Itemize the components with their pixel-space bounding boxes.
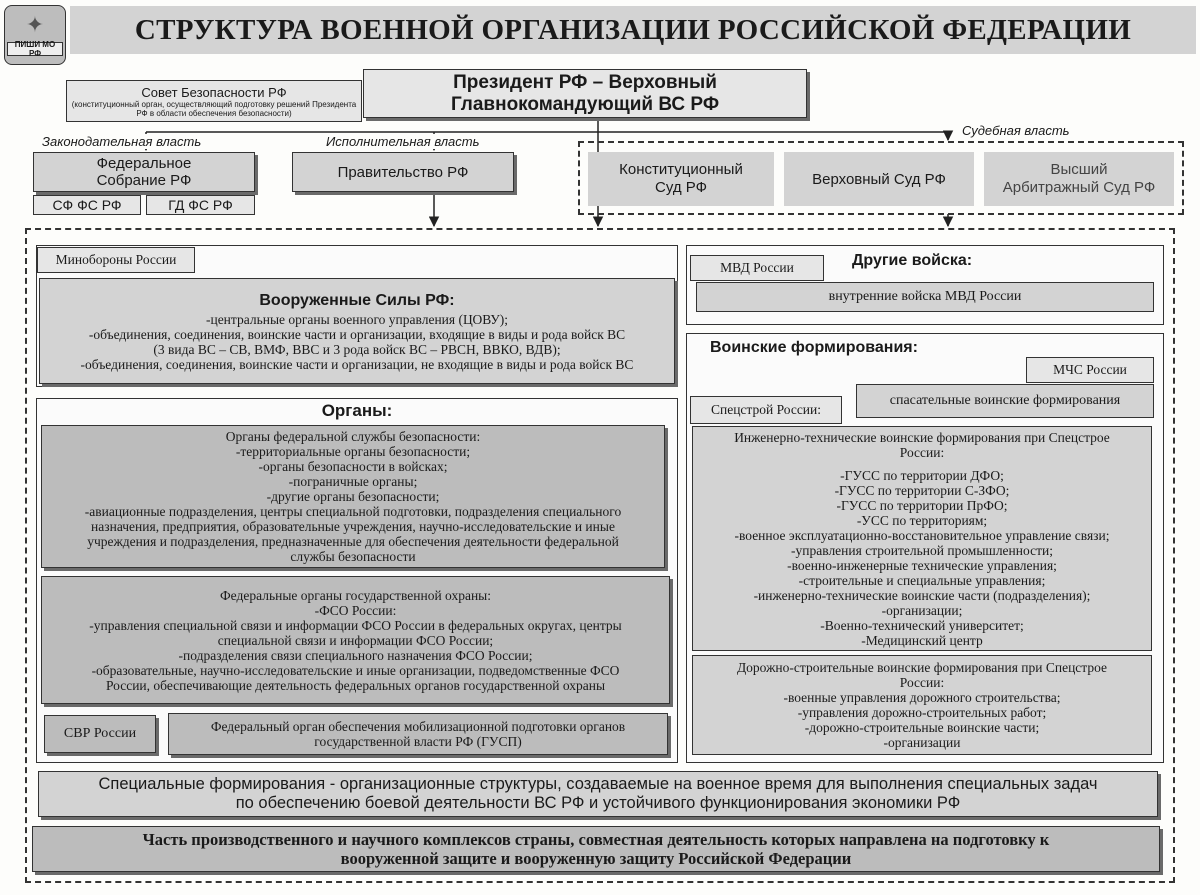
- armed-forces-line: (3 вида ВС – СВ, ВМФ, ВВС и 3 рода войск ВС – РВСН, ВВКО, ВДВ);: [153, 342, 561, 357]
- military-formations-title: Воинские формирования:: [710, 339, 918, 356]
- gusp-line1: Федеральный орган обеспечения мобилизационной подготовки органов: [210, 719, 626, 734]
- road-line: Дорожно-строительные воинские формирования при Спецстрое: [736, 660, 1108, 675]
- mchs-content: спасательные воинские формирования: [856, 384, 1154, 418]
- security-council-note: (конституционный орган, осуществляющий подготовку решений Президента РФ в области обеспечения безопасности): [71, 99, 357, 118]
- engineering-line: -военное эксплуатационно-восстановительное управление связи;: [734, 527, 1110, 543]
- fsb-line: -авиационные подразделения, центры специальной подготовки, подразделения специального: [84, 504, 622, 519]
- fsb-line: -органы безопасности в войсках;: [258, 459, 448, 474]
- other-troops-title: Другие войска:: [852, 252, 973, 269]
- engineering-line: -управления строительной промышленности;: [791, 542, 1053, 558]
- special-formations-line1: Специальные формирования - организационные структуры, создаваемые на военное время для выполнения специальных задач: [98, 775, 1098, 793]
- fso-line: Федеральные органы государственной охраны:: [220, 587, 491, 603]
- fsb-line: -территориальные органы безопасности;: [235, 444, 471, 459]
- sf-box: СФ ФС РФ: [33, 195, 141, 215]
- engineering-line: -ГУСС по территории ПрФО;: [836, 497, 1008, 513]
- page-title: СТРУКТУРА ВОЕННОЙ ОРГАНИЗАЦИИ РОССИЙСКОЙ ФЕДЕРАЦИИ: [70, 6, 1196, 54]
- constitutional-court-box: [588, 152, 774, 206]
- industrial-complex-line2: вооруженной защите и вооруженную защиту Российской Федерации: [340, 849, 852, 868]
- industrial-complex-box: [32, 826, 1160, 872]
- fsb-line: учреждения и подразделения, предназначенные для обеспечения деятельности федеральной: [87, 534, 619, 549]
- constitutional-court-line2: Суд РФ: [655, 179, 707, 196]
- supreme-court-box: Верховный Суд РФ: [784, 152, 974, 206]
- armed-forces-title: Вооруженные Силы РФ:: [259, 292, 455, 309]
- emblem-text: ПИШИ МО РФ: [7, 42, 63, 56]
- armed-forces-line: -объединения, соединения, воинские части и организации, не входящие в виды и рода войск ВС: [80, 357, 634, 372]
- industrial-complex-line1: Часть производственного и научного комплексов страны, совместная деятельность которых направлена на подготовку к: [142, 830, 1050, 849]
- fsb-line: -пограничные органы;: [288, 474, 418, 489]
- fso-line: -подразделения связи специального назначения ФСО России;: [178, 647, 533, 663]
- engineering-line: Инженерно-технические воинские формирования при Спецстрое: [734, 429, 1110, 445]
- engineering-line: России:: [899, 444, 945, 460]
- engineering-line: -военно-инженерные технические управления;: [787, 557, 1057, 573]
- fso-line: -управления специальной связи и информации ФСО России в федеральных округах, центры: [89, 617, 622, 633]
- road-line: -дорожно-строительные воинские части;: [804, 720, 1040, 735]
- special-formations-line2: по обеспечению боевой деятельности ВС РФ и устойчивого функционирования экономики РФ: [235, 794, 961, 812]
- president-line1: Президент РФ – Верховный: [453, 71, 717, 93]
- armed-forces-line: -центральные органы военного управления (ЦОВУ);: [205, 312, 509, 327]
- engineering-line: -инженерно-технические воинские части (подразделения);: [753, 587, 1091, 603]
- road-line: России:: [899, 675, 945, 690]
- mvd-tab: МВД России: [690, 255, 824, 281]
- mchs-tab: МЧС России: [1026, 357, 1154, 383]
- engineering-line: -Военно-технический университет;: [820, 617, 1024, 633]
- mod-tab: Минобороны России: [37, 247, 195, 273]
- armed-forces-box: [39, 278, 675, 384]
- mvd-content: внутренние войска МВД России: [696, 282, 1154, 312]
- engineering-line: -ГУСС по территории ДФО;: [840, 467, 1004, 483]
- legislative-label: Законодательная власть: [42, 134, 202, 149]
- judicial-label: Судебная власть: [962, 123, 1070, 138]
- fso-line: -образовательные, научно-исследовательские и иные организации, подведомственные ФСО: [91, 662, 620, 678]
- president-box: [363, 69, 807, 118]
- executive-label: Исполнительная власть: [326, 134, 480, 149]
- federal-assembly-box: [33, 152, 255, 192]
- gusp-line2: государственной власти РФ (ГУСП): [314, 734, 522, 749]
- fso-line: -ФСО России:: [314, 602, 397, 618]
- gd-box: ГД ФС РФ: [146, 195, 255, 215]
- arbitration-court-line2: Арбитражный Суд РФ: [1002, 179, 1156, 196]
- road-line: -управления дорожно-строительных работ;: [797, 705, 1047, 720]
- security-council-title: Совет Безопасности РФ: [141, 84, 287, 100]
- fso-line: специальной связи и информации ФСО России;: [217, 632, 494, 648]
- emblem: [4, 5, 66, 65]
- fsb-line: -другие органы безопасности;: [266, 489, 440, 504]
- engineering-line: -организации;: [881, 602, 963, 618]
- government-box: Правительство РФ: [292, 152, 514, 192]
- engineering-formations-box: [692, 426, 1152, 651]
- armed-forces-line: -объединения, соединения, воинские части и организации, входящие в виды и рода войск ВС: [88, 327, 626, 342]
- spetsstroy-tab: Спецстрой России:: [690, 396, 842, 424]
- constitutional-court-line1: Конституционный: [619, 161, 743, 178]
- road-formations-box: [692, 655, 1152, 755]
- engineering-line: -УСС по территориям;: [856, 512, 988, 528]
- engineering-line: -строительные и специальные управления;: [798, 572, 1046, 588]
- fso-box: [41, 576, 670, 704]
- president-line2: Главнокомандующий ВС РФ: [450, 93, 720, 115]
- engineering-line: -Медицинский центр: [861, 632, 983, 648]
- road-line: -организации: [883, 735, 961, 750]
- engineering-line: -ГУСС по территории С-ЗФО;: [834, 482, 1010, 498]
- federal-assembly-line2: Собрание РФ: [96, 172, 192, 189]
- federal-assembly-line1: Федеральное: [96, 155, 192, 172]
- eagle-icon: ✦: [25, 12, 45, 37]
- fsb-line: Органы федеральной службы безопасности:: [225, 429, 481, 444]
- security-council-box: [66, 80, 362, 122]
- fsb-box: [41, 425, 665, 568]
- fso-line: России, обеспечивающие деятельность федеральных органов государственной охраны: [105, 677, 606, 693]
- svr-box: СВР России: [44, 715, 156, 753]
- arbitration-court-line1: Высший: [1050, 161, 1108, 178]
- gusp-box: [168, 713, 668, 755]
- fsb-line: службы безопасности: [290, 549, 416, 564]
- organs-title: Органы:: [321, 401, 393, 420]
- arbitration-court-box: [984, 152, 1174, 206]
- special-formations-box: [38, 771, 1158, 817]
- fsb-line: назначения, предприятия, образовательные учреждения, научно-исследовательские и иные: [91, 519, 615, 534]
- road-line: -военные управления дорожного строительства;: [783, 690, 1061, 705]
